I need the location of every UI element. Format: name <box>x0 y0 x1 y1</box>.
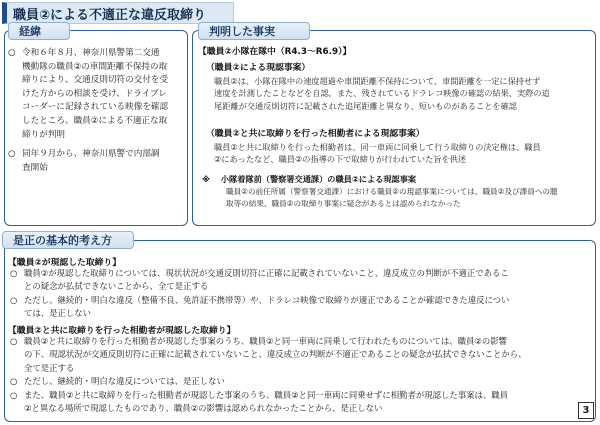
bullet-mark: ○ <box>10 376 18 386</box>
facts-subsection-heading: （職員②による現認事案） <box>206 63 311 73</box>
history-item <box>8 148 186 175</box>
history-item <box>8 47 186 142</box>
basic-item <box>8 375 586 388</box>
history-line: 締りが判明 <box>22 129 65 140</box>
basic-tab-label: 是正の基本的考え方 <box>13 234 112 247</box>
basic-line: ただし、継続的・明白な違反（整備不良、免許証不携帯等）や、ドラレコ映像で取締りが適正であることが確認できた違反につい <box>24 295 510 305</box>
basic-line: 職員②が現認した取締りについては、現状状況が交通反則切符に正確に記載されていないこと、違反成立の判断が不適正であるこ <box>24 268 509 278</box>
page-title <box>2 2 234 24</box>
bullet-mark: ○ <box>10 295 18 305</box>
bullet-mark: ○ <box>8 48 16 58</box>
basic-line: ②と異なる場所で現認したものであり、職員②の影響は認められなかったことから、是正しない <box>24 403 383 414</box>
history-line: けた方からの相談を受け、ドライブレ <box>22 88 167 99</box>
basic-tab <box>2 231 134 249</box>
facts-subsection <box>200 126 592 166</box>
history-line: したところ、職員②による不適正な取 <box>22 115 168 126</box>
basic-item <box>8 335 586 375</box>
basic-line: また、職員②と共に取締りを行った相勤者が現認した事案のうち、職員②と同一車両に同乗せずに相勤者が現認した事案は、職員 <box>24 390 509 400</box>
basic-line: 全て是正する <box>24 362 75 373</box>
basic-item <box>8 389 568 416</box>
facts-line: 職員②と共に取締りを行った相勤者は、同一車両に同乗して行う取締りの決定権は、職員 <box>214 142 541 152</box>
facts-line: 速度を計測したことなどを自認。また、残されているドラレコ映像の確認の結果、実際の追 <box>214 88 550 99</box>
facts-tab-label: 判明した事実 <box>209 25 275 38</box>
facts-section-title <box>198 44 590 57</box>
basic-group-heading: 【職員②が現認した取締り】 <box>8 258 122 268</box>
facts-line: 尾距離が交通反則切符に記載された追尾距離と異なり、短いものがあることを確認 <box>214 100 517 111</box>
history-line: コーダーに記録されている映像を確認 <box>22 102 169 113</box>
bullet-mark: ○ <box>10 268 18 278</box>
basic-line: 職員②と共に取締りを行った相勤者が現認した事案のうち、職員②と同一車両に同乗して行われたものについては、職員②の影響 <box>24 336 507 346</box>
history-line: 締りにより、交通反則切符の交付を受 <box>22 75 169 86</box>
page-title-text: 職員②による不適正な違反取締り <box>13 7 207 23</box>
basic-line: との疑念が払拭できないことから、全て是正する <box>24 281 209 292</box>
facts-line: ②にあったなど、職員②の指導の下で取締りが行われていた旨を供述 <box>214 154 467 165</box>
history-line: 令和６年８月、神奈川県警第二交通 <box>22 48 160 58</box>
history-line: 査開始 <box>22 162 48 173</box>
page-number: 3 <box>578 402 594 419</box>
basic-line: ては、是正しない <box>24 308 91 319</box>
basic-line: ただし、継続的・明白な違反については、是正しない <box>24 376 225 386</box>
bullet-mark: ○ <box>10 336 18 346</box>
facts-note <box>200 174 592 211</box>
facts-line: 職員②は、小隊在隊中の速度超過や車間距離不保持について、車間距離を一定に保持せず <box>214 76 541 86</box>
history-line: 同年９月から、神奈川県警で内部調 <box>22 149 160 159</box>
note-mark: ※ <box>202 174 210 184</box>
basic-line: の下、現認状況が交通反則切符に正確に記載されていないこと、違反成立の判断が不適正であることの疑念が払拭できないことから、 <box>24 349 527 360</box>
basic-item <box>8 267 586 294</box>
history-line: 機動隊の職員②の車間距離不保持の取 <box>22 61 168 72</box>
facts-note-heading: 小隊着隊前（警察署交通課）の職員②による現認事案 <box>220 174 417 184</box>
history-tab-label: 経緯 <box>19 25 41 38</box>
basic-group-heading: 【職員②と共に取締りを行った相勤者が現認した取締り】 <box>8 326 236 336</box>
facts-note-line: 取等の結果、職員②の取締り事案に疑念があるとは認められなかった <box>226 199 461 209</box>
facts-subsection-heading: （職員②と共に取締りを行った相勤者による現認事案） <box>206 129 425 139</box>
facts-tab <box>198 22 310 40</box>
facts-subsection <box>200 60 592 112</box>
bullet-mark: ○ <box>8 149 16 159</box>
bullet-mark: ○ <box>10 390 18 400</box>
facts-section-heading: 【職員②小隊在隊中（R4.3～R6.9）】 <box>198 47 352 57</box>
facts-note-line: 職員②の前任所属（警察署交通課）における職員②の現認事案については、職員②及び課員への聴 <box>226 187 558 196</box>
basic-item <box>8 294 586 321</box>
history-tab <box>8 22 70 40</box>
